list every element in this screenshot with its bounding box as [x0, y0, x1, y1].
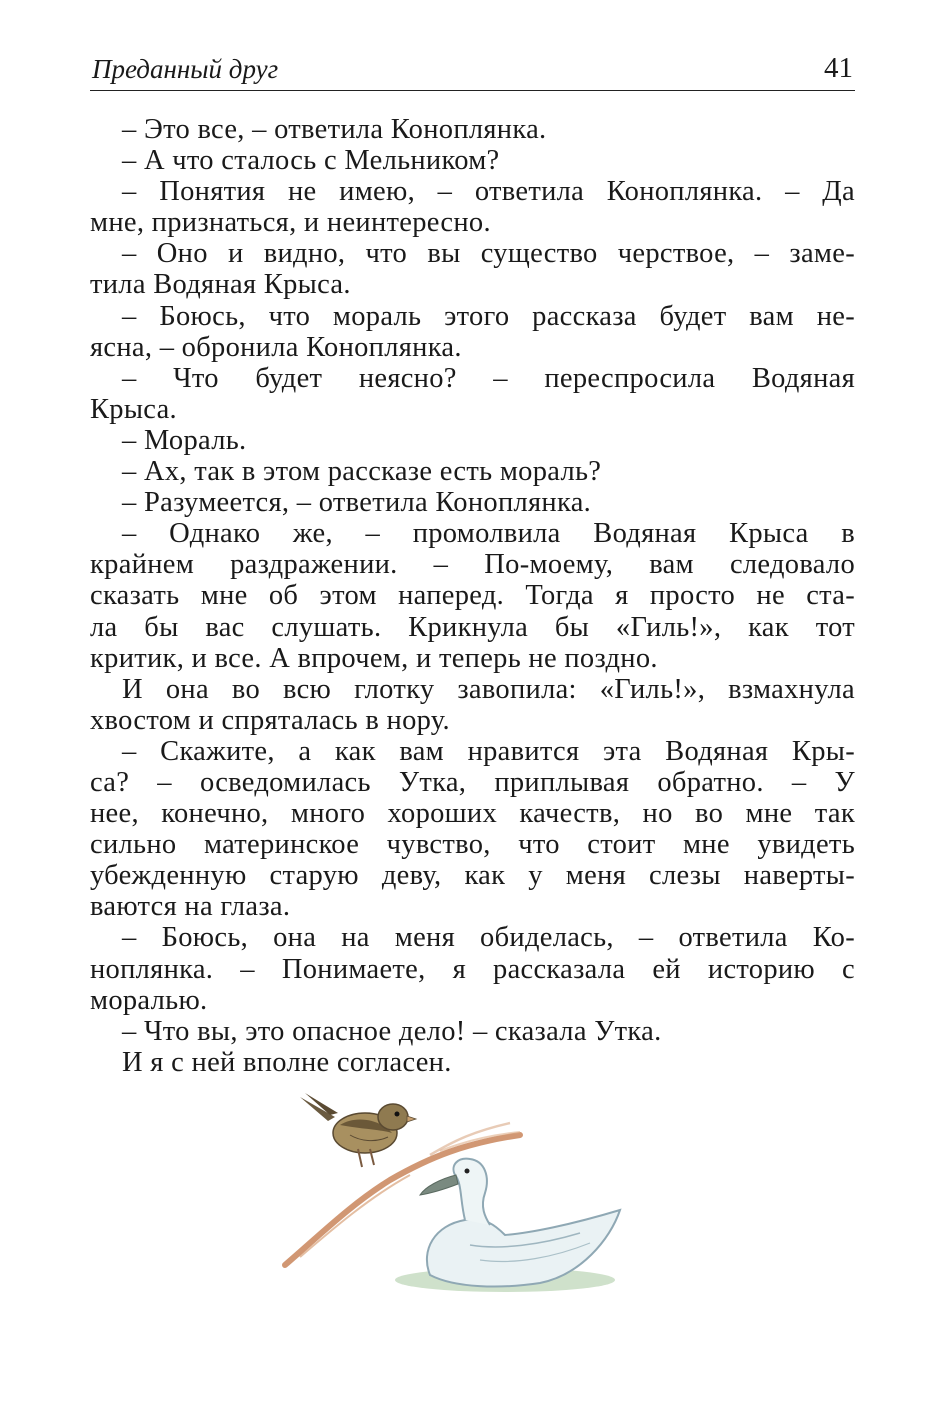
text-line: ясна, – обронила Коноплянка. [90, 331, 462, 363]
text-line: Крыса. [90, 393, 177, 425]
text-line: – Это все, – ответила Коноплянка. [122, 114, 547, 145]
running-title: Преданный друг [92, 54, 279, 84]
text-line: – А что сталось с Мельником? [122, 145, 500, 177]
text-line: ваются на глаза. [90, 891, 291, 923]
running-head [90, 50, 855, 91]
text-line: – Оно и видно, что вы существо черствое, – заме- [122, 238, 855, 270]
duck-drawing [395, 1159, 620, 1292]
linnet-bird-drawing [300, 1093, 416, 1167]
text-line: крайнем раздражении. – По-моему, вам следовало [90, 549, 855, 581]
text-line: – Что будет неясно? – переспросила Водяная [122, 362, 855, 394]
text-line: И она во всю глотку завопила: «Гиль!», взмахнула [122, 673, 855, 705]
text-line: сказать мне об этом наперед. Тогда я просто не ста- [90, 580, 855, 612]
text-line: моралью. [90, 984, 208, 1016]
text-line: – Понятия не имею, – ответила Коноплянка. – Да [122, 176, 855, 208]
text-line: ла бы вас слушать. Крикнула бы «Гиль!», как тот [90, 611, 855, 643]
text-line: критик, и все. А впрочем, и теперь не поздно. [90, 642, 658, 674]
body-text [90, 114, 855, 1078]
text-line: – Что вы, это опасное дело! – сказала Утка. [122, 1015, 662, 1047]
text-line: – Ах, так в этом рассказе есть мораль? [122, 456, 602, 488]
text-line: – Разумеется, – ответила Коноплянка. [122, 487, 592, 519]
text-line: сильно материнское чувство, что стоит мне увидеть [90, 829, 855, 861]
text-line: И я с ней вполне согласен. [122, 1046, 452, 1078]
page-number: 41 [824, 52, 853, 84]
text-line: хвостом и спряталась в нору. [90, 704, 450, 736]
text-line: – Боюсь, что мораль этого рассказа будет вам не- [122, 300, 855, 332]
text-line: – Боюсь, она на меня обиделась, – ответила Ко- [122, 922, 855, 954]
text-line: са? – осведомилась Утка, приплывая обратно. – У [90, 766, 855, 798]
text-line: – Однако же, – промолвила Водяная Крыса в [122, 518, 855, 550]
text-line: тила Водяная Крыса. [90, 269, 351, 301]
text-line: нее, конечно, много хороших качеств, но во мне так [90, 798, 855, 830]
text-line: убежденную старую деву, как у меня слезы наверты- [90, 860, 855, 892]
illustration [280, 1085, 640, 1330]
text-line: – Мораль. [122, 424, 247, 456]
text-line: ноплянка. – Понимаете, я рассказала ей историю с [90, 953, 855, 985]
text-line: мне, признаться, и неинтересно. [90, 207, 491, 239]
text-line: – Скажите, а как вам нравится эта Водяная Кры- [122, 735, 855, 767]
